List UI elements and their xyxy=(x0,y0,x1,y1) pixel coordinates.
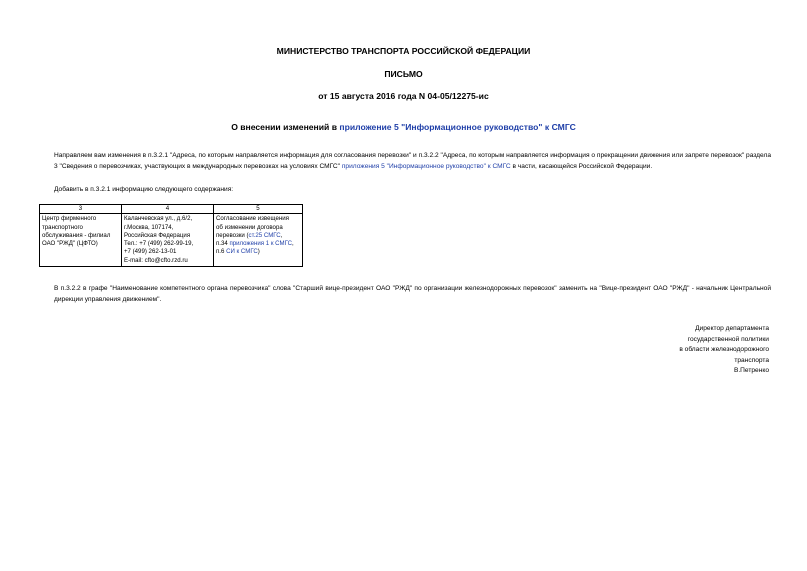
paragraph-intro xyxy=(39,150,771,172)
smgs-si-link[interactable]: СИ к СМГС xyxy=(226,248,258,256)
cell-line xyxy=(216,240,300,248)
table-cell-organization xyxy=(40,214,122,267)
document-subject xyxy=(0,122,807,133)
smgs-article-link[interactable]: ст.25 СМГС xyxy=(248,231,281,239)
signature-line: транспорта xyxy=(734,356,769,364)
cell-text: п.6 xyxy=(216,248,227,256)
subject-prefix: О внесении изменений в xyxy=(231,122,340,132)
paragraph-replacement: В п.3.2.2 в графе "Наименование компетентного органа перевозчика" слова "Старший вице-президент ОАО "РЖД" по организации железнодорожных перевозок" заменить на "Вице-президент ОАО "РЖД" - начальник Центральной дирекции управления движением". xyxy=(54,285,771,303)
cell-line: об изменении договора xyxy=(216,223,283,231)
cell-line: +7 (499) 262-13-01 xyxy=(124,248,177,256)
info-table xyxy=(39,204,303,267)
appendix-link[interactable]: приложения 5 "Информационное руководство" к СМГС xyxy=(341,163,511,170)
subject-link[interactable]: приложение 5 "Информационное руководство" к СМГС xyxy=(339,122,576,132)
cell-line: Тел.: +7 (499) 262-99-19, xyxy=(124,240,194,248)
paragraph-intro-text: Направляем вам изменения в п.3.2.1 "Адреса, по которым направляется информация для согласования перевозки" и п.3.2.2 "Адреса, по которым направляется информация о прекращении движения или запрете перевозок" раздела 3 "Сведения о перевозчиках, участвующих в международных перевозках на условиях СМГС" xyxy=(54,152,771,170)
cell-line: обслуживания - филиал xyxy=(42,231,111,239)
cell-line: ОАО "РЖД" (ЦФТО) xyxy=(42,240,98,248)
table-header-cell: 5 xyxy=(214,205,303,214)
table-cell-address xyxy=(122,214,214,267)
cell-text: , xyxy=(292,240,294,248)
signature-line: в области железнодорожного xyxy=(679,346,769,354)
cell-text: ) xyxy=(257,248,260,256)
cell-line: Центр фирменного xyxy=(42,215,97,223)
cell-line xyxy=(216,248,300,256)
document-type: ПИСЬМО xyxy=(384,69,423,79)
cell-line: Каланчевская ул., д.6/2, xyxy=(124,215,193,223)
table-header-cell: 4 xyxy=(122,205,214,214)
cell-text: перевозки ( xyxy=(216,231,249,239)
signature-line: государственной политики xyxy=(687,335,769,343)
paragraph-intro-end: в части, касающейся Российской Федерации. xyxy=(510,163,653,170)
paragraph-add-info: Добавить в п.3.2.1 информацию следующего содержания: xyxy=(54,186,234,193)
cell-line: транспортного xyxy=(42,223,83,231)
cell-text: , xyxy=(280,231,283,239)
table-row xyxy=(40,214,303,267)
table-header-row xyxy=(40,205,303,214)
cell-line: Согласование извещения xyxy=(216,215,289,223)
ministry-title: МИНИСТЕРСТВО ТРАНСПОРТА РОССИЙСКОЙ ФЕДЕРАЦИИ xyxy=(276,46,531,56)
table-header-cell: 3 xyxy=(40,205,122,214)
cell-line xyxy=(216,232,300,240)
signature-block xyxy=(679,324,769,377)
cell-text: п.34 xyxy=(216,240,230,248)
cell-line: Российская Федерация xyxy=(124,231,191,239)
signature-line: Директор департамента xyxy=(695,325,769,332)
signature-name: В.Петренко xyxy=(733,367,769,375)
table-cell-purpose xyxy=(214,214,303,267)
smgs-appendix-link[interactable]: приложения 1 к СМГС xyxy=(229,240,293,248)
cell-line: г.Москва, 107174, xyxy=(124,223,174,231)
cell-line: E-mail: cfto@cfto.rzd.ru xyxy=(124,256,188,264)
document-date-number: от 15 августа 2016 года N 04-05/12275-ис xyxy=(318,91,489,101)
